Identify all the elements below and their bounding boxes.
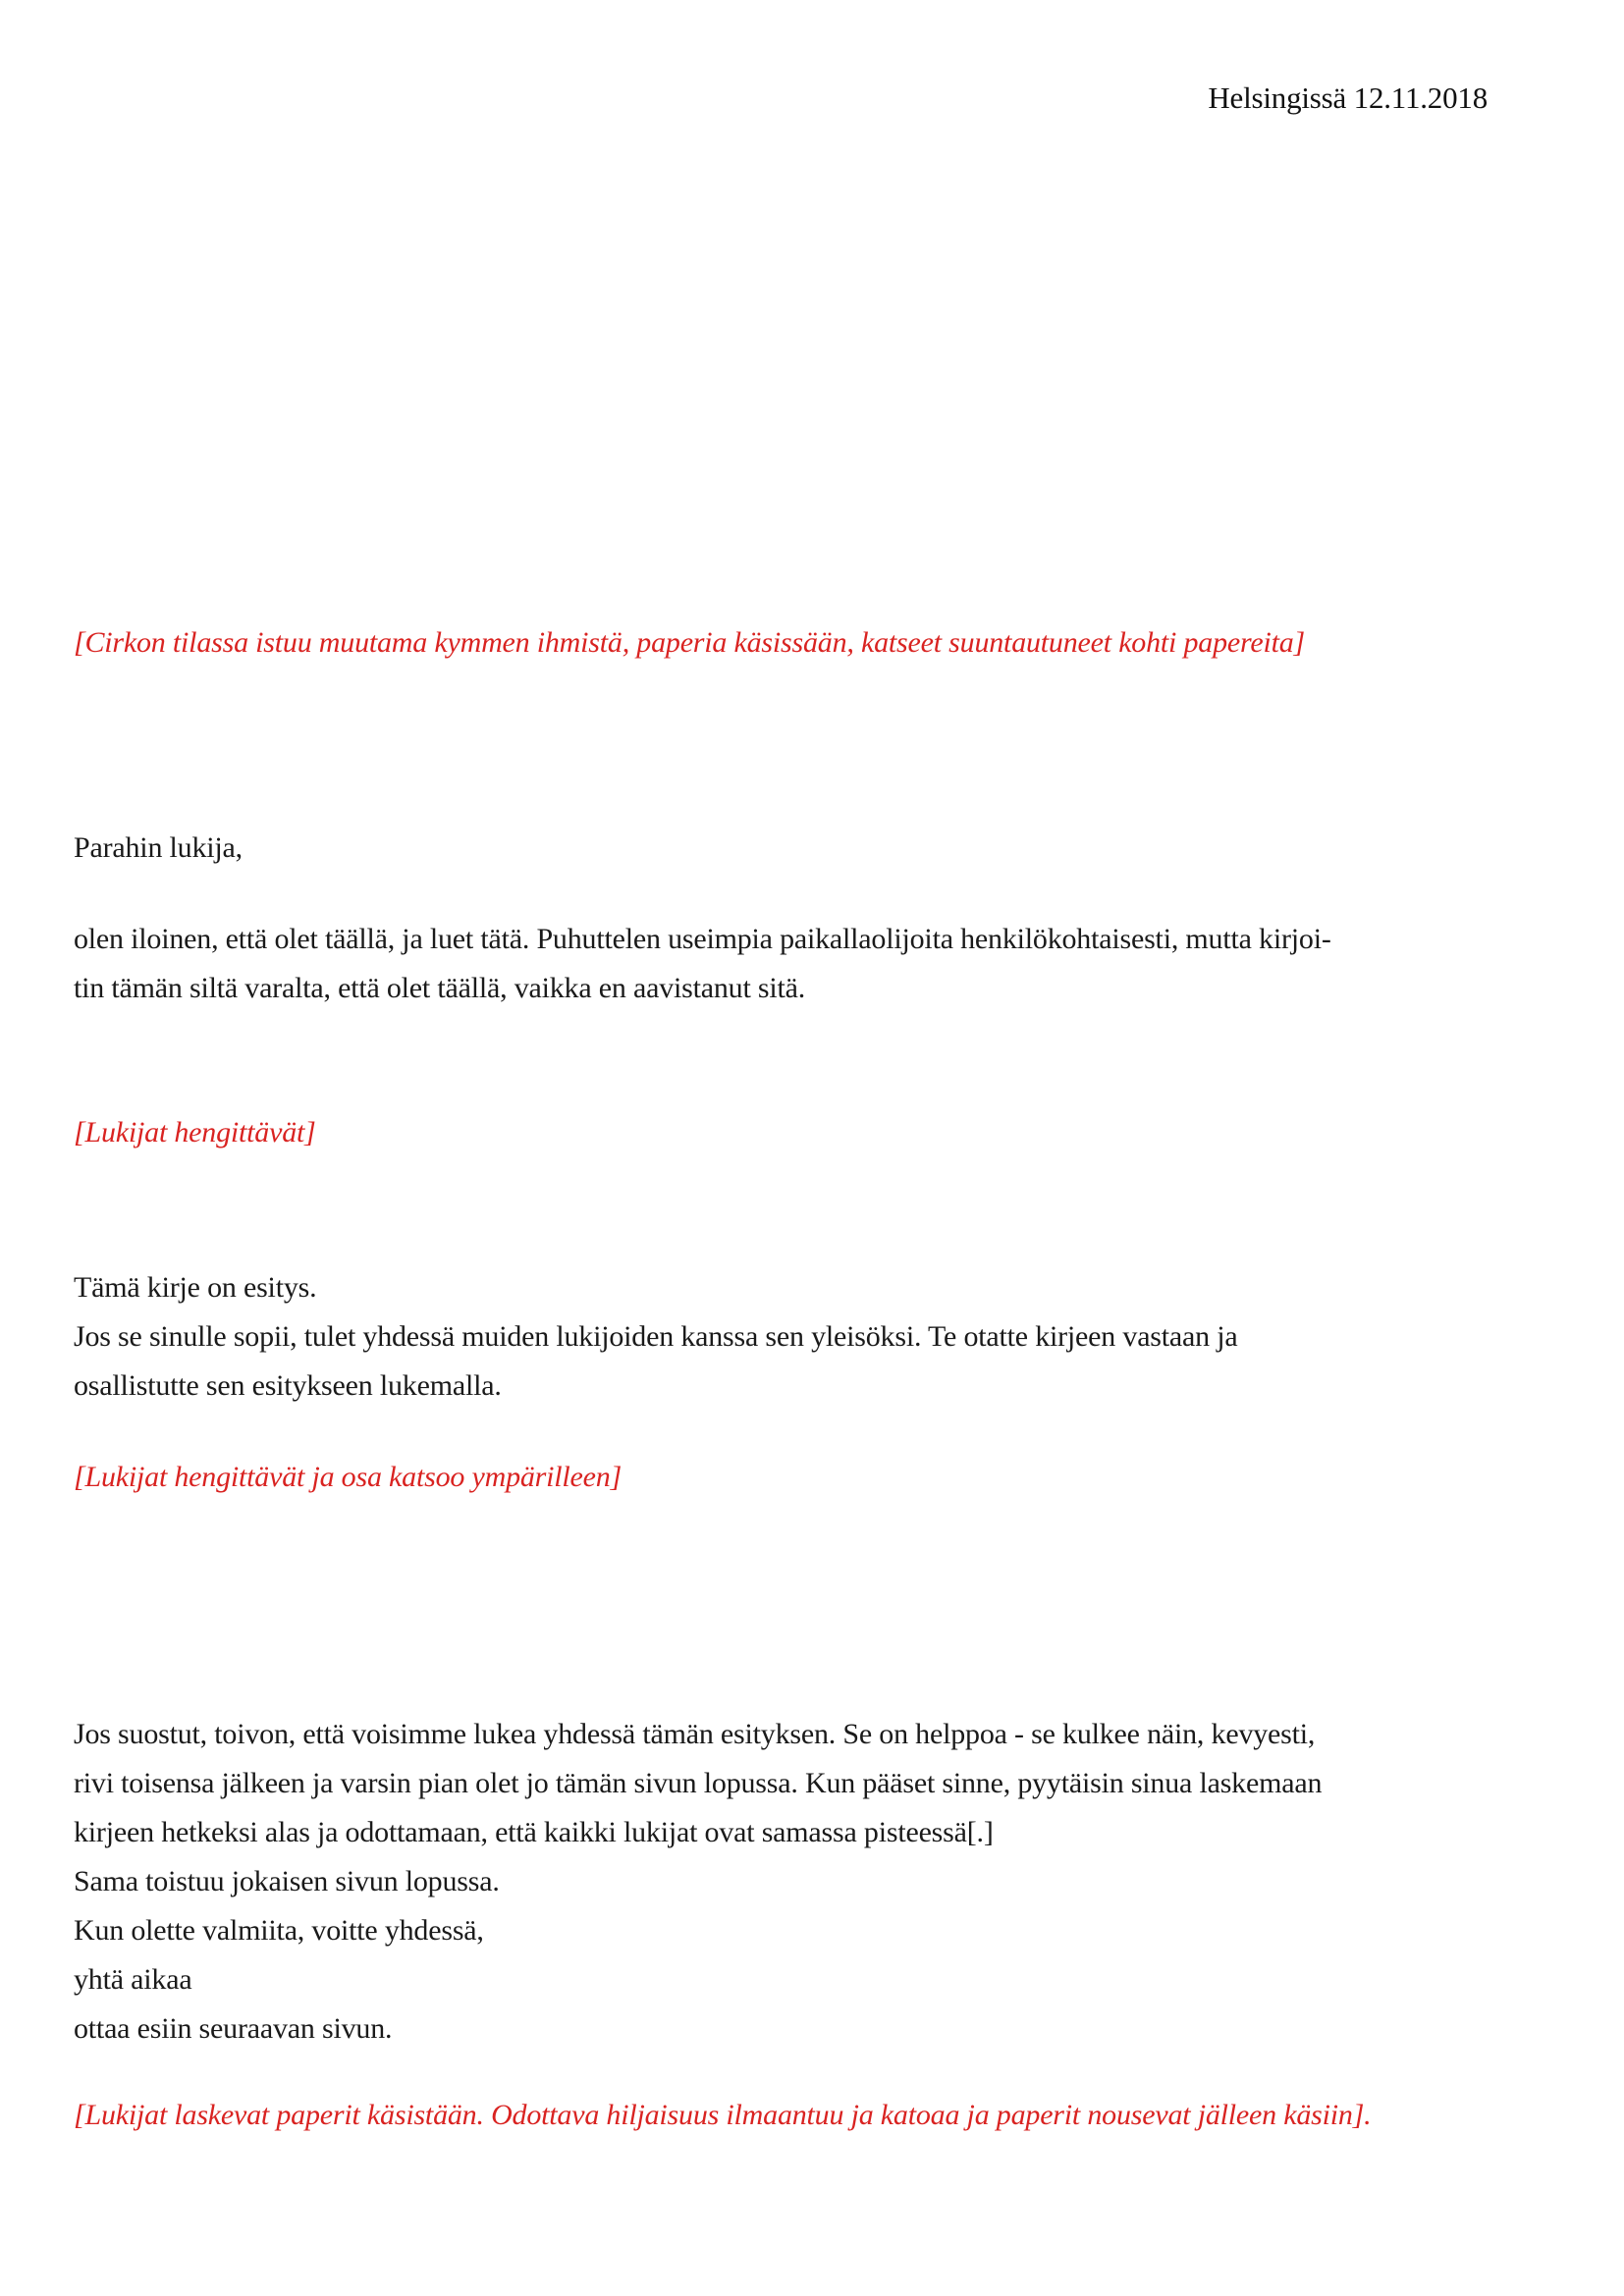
paragraph-reading-instructions (74, 1710, 1565, 2054)
paragraph-performance-line: Jos se sinulle sopii, tulet yhdessä muiden lukijoiden kanssa sen yleisöksi. Te otatte kirjeen vastaan ja (74, 1320, 1238, 1353)
paragraph-greeting (74, 915, 1565, 1013)
paragraph-instructions-line: Sama toistuu jokaisen sivun lopussa. (74, 1865, 500, 1897)
dateline: Helsingissä 12.11.2018 (1208, 80, 1488, 115)
paragraph-performance-line: Tämä kirje on esitys. (74, 1271, 317, 1304)
stage-direction-papers-lowered: [Lukijat laskevat paperit käsistään. Odottava hiljaisuus ilmaantuu ja katoaa ja paperit nousevat jälleen käsiin]. (74, 2099, 1372, 2131)
paragraph-instructions-line: ottaa esiin seuraavan sivun. (74, 2012, 393, 2045)
stage-direction-breathing-looking-around: [Lukijat hengittävät ja osa katsoo ympärilleen] (74, 1461, 623, 1493)
paragraph-instructions-line: rivi toisensa jälkeen ja varsin pian olet jo tämän sivun lopussa. Kun pääset sinne, pyytäisin sinua laskemaan (74, 1767, 1323, 1799)
paragraph-instructions-line: yhtä aikaa (74, 1963, 192, 1996)
paragraph-instructions-line: Jos suostut, toivon, että voisimme lukea yhdessä tämän esityksen. Se on helppoa - se kulkee näin, kevyesti, (74, 1718, 1316, 1750)
paragraph-greeting-line: olen iloinen, että olet täällä, ja luet tätä. Puhuttelen useimpia paikallaolijoita henkilökohtaisesti, mutta kirjoi- (74, 923, 1331, 955)
stage-direction-opening: [Cirkon tilassa istuu muutama kymmen ihmistä, paperia käsissään, katseet suuntautuneet kohti papereita] (74, 626, 1306, 659)
salutation: Parahin lukija, (74, 831, 243, 864)
paragraph-this-letter-is-a-performance (74, 1263, 1565, 1411)
paragraph-instructions-line: Kun olette valmiita, voitte yhdessä, (74, 1914, 484, 1947)
stage-direction-breathing: [Lukijat hengittävät] (74, 1116, 316, 1148)
paragraph-greeting-line: tin tämän siltä varalta, että olet täällä, vaikka en aavistanut sitä. (74, 972, 806, 1004)
paragraph-performance-line: osallistutte sen esitykseen lukemalla. (74, 1369, 502, 1402)
paragraph-instructions-line: kirjeen hetkeksi alas ja odottamaan, että kaikki lukijat ovat samassa pisteessä[.] (74, 1816, 994, 1848)
